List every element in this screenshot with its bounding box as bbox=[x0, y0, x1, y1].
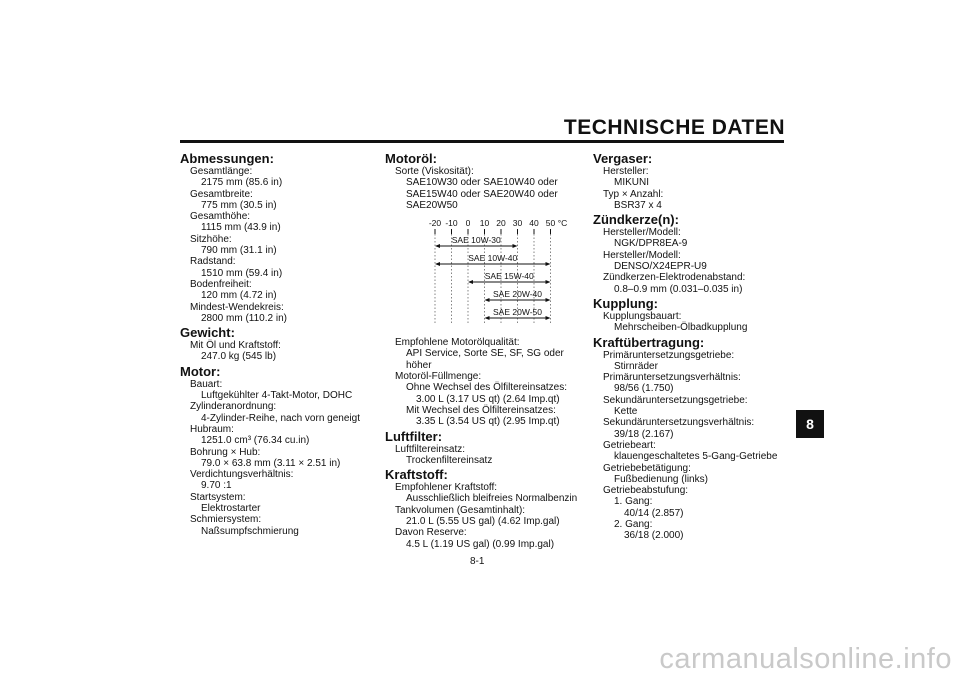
spec-list-motor bbox=[180, 379, 370, 537]
spec-value: Naßsumpfschmierung bbox=[201, 525, 299, 537]
spec-label: Hubraum: bbox=[190, 423, 234, 435]
spec-label: Zylinderanordnung: bbox=[190, 401, 277, 413]
gear-value: 36/18 (2.000) bbox=[624, 530, 684, 542]
spec-value: 3.00 L (3.17 US qt) (2.64 Imp.qt) bbox=[416, 393, 560, 405]
spec-value: 1115 mm (43.9 in) bbox=[201, 222, 281, 234]
page-number: 8-1 bbox=[470, 556, 485, 567]
spec-label: Gesamtlänge: bbox=[190, 166, 253, 177]
spec-label: Mit Öl und Kraftstoff: bbox=[190, 340, 281, 352]
chart-range-arrow-right bbox=[546, 280, 551, 284]
gear-label: 2. Gang: bbox=[614, 519, 653, 531]
spec-value: 120 mm (4.72 in) bbox=[201, 290, 277, 302]
spec-label: Sekundäruntersetzungsgetriebe: bbox=[603, 394, 748, 406]
spec-value: 39/18 (2.167) bbox=[614, 428, 674, 440]
spec-label: Zündkerzen-Elektrodenabstand: bbox=[603, 272, 746, 284]
spec-label: Tankvolumen (Gesamtinhalt): bbox=[395, 504, 526, 516]
chart-tick-label: 10 bbox=[479, 218, 490, 229]
chart-range-arrow-right bbox=[546, 262, 551, 266]
spec-value: API Service, Sorte SE, SF, SG oder höher bbox=[406, 348, 564, 371]
spec-value: 9.70 :1 bbox=[201, 480, 232, 492]
column-1 bbox=[180, 150, 370, 537]
spec-label: Motoröl-Füllmenge: bbox=[395, 371, 482, 383]
spec-value: 3.35 L (3.54 US qt) (2.95 Imp.qt) bbox=[416, 416, 560, 428]
spec-value: Trockenfiltereinsatz bbox=[406, 454, 493, 466]
spec-label: Empfohlener Kraftstoff: bbox=[395, 482, 498, 494]
spec-value: 2175 mm (85.6 in) bbox=[201, 177, 283, 189]
spec-value: Stirnräder bbox=[614, 360, 658, 372]
chart-range-arrow-left bbox=[485, 298, 490, 302]
spec-label: Getriebeart: bbox=[603, 439, 656, 451]
spec-value: 1251.0 cm³ (76.34 cu.in) bbox=[201, 435, 310, 447]
spec-label: Getriebeabstufung: bbox=[603, 485, 689, 497]
gear-label: 1. Gang: bbox=[614, 496, 653, 508]
chart-unit-label: °C bbox=[557, 218, 568, 229]
spec-label: Mit Wechsel des Ölfiltereinsatzes: bbox=[406, 404, 556, 416]
spec-label: Empfohlene Motorölqualität: bbox=[395, 337, 520, 349]
spec-label: Sekundäruntersetzungsverhältnis: bbox=[603, 417, 755, 429]
spec-label: Sorte (Viskosität): bbox=[395, 166, 474, 177]
section-heading-luftfilter: Luftfilter: bbox=[385, 428, 443, 444]
spec-value: 21.0 L (5.55 US gal) (4.62 Imp.gal) bbox=[406, 516, 560, 528]
chart-series-label: SAE 10W-30 bbox=[451, 235, 501, 246]
spec-value: SAE15W40 oder SAE20W40 oder bbox=[406, 188, 558, 200]
chart-range-arrow-left bbox=[435, 244, 440, 248]
spec-label: Hersteller: bbox=[603, 166, 649, 177]
chapter-tab: 8 bbox=[796, 410, 824, 438]
spec-label: Luftfiltereinsatz: bbox=[395, 443, 466, 455]
spec-label: Bauart: bbox=[190, 378, 223, 390]
chart-range-arrow-right bbox=[546, 298, 551, 302]
spec-list-abmessungen bbox=[180, 166, 370, 324]
spec-label: Getriebebetätigung: bbox=[603, 462, 691, 474]
chart-tick-label: -10 bbox=[445, 218, 458, 229]
spec-label: Schmiersystem: bbox=[190, 514, 262, 526]
spec-value: 2800 mm (110.2 in) bbox=[201, 312, 287, 324]
spec-label: Hersteller/Modell: bbox=[603, 249, 681, 261]
spec-label: Verdichtungsverhältnis: bbox=[190, 469, 294, 481]
section-heading-gewicht: Gewicht: bbox=[180, 325, 235, 341]
watermark: carmanualsonline.info bbox=[659, 643, 952, 675]
spec-value: SAE20W50 bbox=[406, 199, 458, 211]
chart-series-label: SAE 15W-40 bbox=[484, 271, 534, 282]
spec-value: Ausschließlich bleifreies Normalbenzin bbox=[406, 493, 578, 505]
spec-label: Primäruntersetzungsgetriebe: bbox=[603, 349, 735, 361]
spec-value: Mehrscheiben-Ölbadkupplung bbox=[614, 322, 748, 334]
spec-label: Primäruntersetzungsverhältnis: bbox=[603, 372, 741, 384]
spec-label: Bohrung × Hub: bbox=[190, 446, 261, 458]
spec-label: Gesamtbreite: bbox=[190, 188, 253, 200]
chart-series-label: SAE 20W-40 bbox=[493, 289, 542, 300]
gear-value: 40/14 (2.857) bbox=[624, 507, 684, 519]
spec-value: Fußbedienung (links) bbox=[614, 473, 708, 485]
spec-label: Sitzhöhe: bbox=[190, 233, 232, 245]
spec-value: klauengeschaltetes 5-Gang-Getriebe bbox=[614, 451, 778, 463]
column-3 bbox=[593, 150, 788, 542]
viscosity-chart bbox=[398, 217, 568, 329]
spec-value: 790 mm (31.1 in) bbox=[201, 245, 277, 257]
spec-value: MIKUNI bbox=[614, 177, 649, 189]
section-heading-abmessungen: Abmessungen: bbox=[180, 151, 274, 166]
chart-tick-label: 40 bbox=[529, 218, 539, 229]
spec-label: Typ × Anzahl: bbox=[603, 188, 664, 200]
chart-range-arrow-left bbox=[468, 280, 473, 284]
page-title: TECHNISCHE DATEN bbox=[563, 116, 785, 139]
spec-label: Radstand: bbox=[190, 256, 236, 268]
section-heading-motoroel: Motoröl: bbox=[385, 151, 437, 166]
spec-value: NGK/DPR8EA-9 bbox=[614, 238, 688, 250]
spec-label: Mindest-Wendekreis: bbox=[190, 301, 284, 313]
spec-value: BSR37 x 4 bbox=[614, 199, 662, 211]
spec-value: 4-Zylinder-Reihe, nach vorn geneigt bbox=[201, 412, 360, 424]
spec-label: Startsystem: bbox=[190, 491, 246, 503]
spec-value: 247.0 kg (545 lb) bbox=[201, 351, 277, 363]
section-heading-vergaser: Vergaser: bbox=[593, 151, 653, 166]
spec-value: Luftgekühlter 4-Takt-Motor, DOHC bbox=[201, 390, 353, 402]
spec-value: Elektrostarter bbox=[201, 503, 261, 515]
spec-value: SAE10W30 oder SAE10W40 oder bbox=[406, 177, 558, 189]
spec-value: 4.5 L (1.19 US gal) (0.99 Imp.gal) bbox=[406, 538, 555, 550]
chart-range-arrow-left bbox=[435, 262, 440, 266]
spec-value: DENSO/X24EPR-U9 bbox=[614, 261, 707, 273]
spec-value: 79.0 × 63.8 mm (3.11 × 2.51 in) bbox=[201, 457, 341, 469]
spec-label: Davon Reserve: bbox=[395, 527, 467, 539]
spec-value: 775 mm (30.5 in) bbox=[201, 199, 277, 211]
section-heading-motor: Motor: bbox=[180, 363, 221, 379]
spec-value: 0.8–0.9 mm (0.031–0.035 in) bbox=[614, 283, 743, 295]
section-heading-kupplung: Kupplung: bbox=[593, 295, 658, 311]
spec-label: Ohne Wechsel des Ölfiltereinsatzes: bbox=[406, 382, 568, 394]
chart-tick-label: 50 bbox=[545, 218, 556, 229]
spec-value: Kette bbox=[614, 406, 638, 418]
section-heading-zuendkerze: Zündkerze(n): bbox=[593, 212, 679, 228]
chart-tick-label: 20 bbox=[496, 218, 506, 229]
chart-tick-label: 30 bbox=[512, 218, 523, 229]
chart-range-arrow-right bbox=[546, 316, 551, 320]
spec-label: Kupplungsbauart: bbox=[603, 310, 682, 322]
chart-series-label: SAE 20W-50 bbox=[493, 307, 542, 318]
chart-tick-label: 0 bbox=[465, 218, 471, 229]
spec-value: 98/56 (1.750) bbox=[614, 383, 674, 395]
spec-value: 1510 mm (59.4 in) bbox=[201, 267, 283, 279]
chart-tick-label: -20 bbox=[428, 218, 442, 229]
chart-series-label: SAE 10W-40 bbox=[468, 253, 518, 264]
chart-range-arrow-right bbox=[513, 244, 518, 248]
column-2 bbox=[385, 150, 585, 550]
section-heading-kraftstoff: Kraftstoff: bbox=[385, 467, 448, 483]
chart-range-arrow-left bbox=[485, 316, 490, 320]
title-rule bbox=[180, 140, 784, 143]
spec-label: Bodenfreiheit: bbox=[190, 278, 252, 290]
spec-label: Gesamthöhe: bbox=[190, 211, 251, 223]
section-heading-kraftuebertragung: Kraftübertragung: bbox=[593, 334, 705, 350]
spec-label: Hersteller/Modell: bbox=[603, 227, 681, 239]
